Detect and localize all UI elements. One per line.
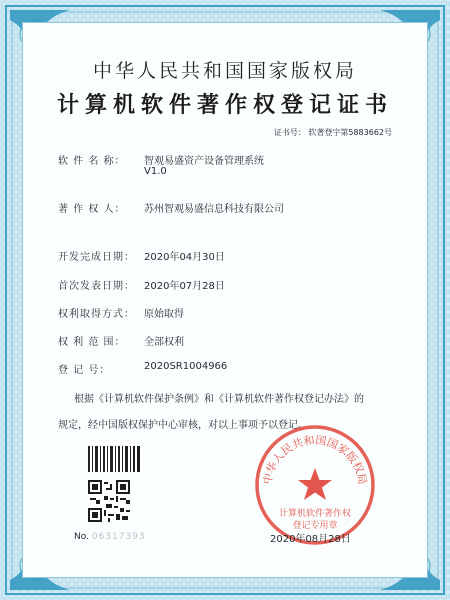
field-label-software-name: 软 件 名 称： <box>58 156 126 167</box>
seal-inner-line-2: 登记专用章 <box>292 521 338 531</box>
certificate-title: 计算机软件著作权登记证书 <box>56 92 393 118</box>
serial-digits: 06317393 <box>91 532 146 542</box>
field-label-rights-scope: 权 利 范 围： <box>58 337 126 348</box>
field-value-rights-scope: 全部权利 <box>144 337 184 348</box>
field-value-registration-number: 2020SR1004966 <box>144 361 228 372</box>
issue-date: 2020年08月28日 <box>270 534 351 545</box>
field-label-registration-number: 登 记 号： <box>58 365 111 376</box>
seal-inner-line-1: 计算机软件著作权 <box>278 509 352 519</box>
serial-number <box>74 532 146 542</box>
barcode-icon <box>86 444 142 474</box>
statement-line-1: 根据《计算机软件保护条例》和《计算机软件著作权登记办法》的 <box>74 394 364 405</box>
issuing-authority: 中华人民共和国国家版权局 <box>92 60 357 82</box>
field-label-acquisition-method: 权利取得方式： <box>58 309 135 320</box>
field-value-publish-date: 2020年07月28日 <box>144 281 225 292</box>
field-value-version: V1.0 <box>144 166 167 177</box>
field-value-acquisition-method: 原始取得 <box>144 309 184 320</box>
seal-outer-text: 中华人民共和国国家版权局 <box>260 433 370 486</box>
certificate-number: 证书号： 软著登字第5883662号 <box>273 128 392 137</box>
field-value-software-name: 智观易盛资产设备管理系统 <box>144 156 264 167</box>
qr-code-icon <box>88 480 130 522</box>
star-icon <box>298 468 332 500</box>
serial-prefix: No. <box>74 532 89 542</box>
field-value-completion-date: 2020年04月30日 <box>144 252 225 263</box>
field-value-owner: 苏州智观易盛信息科技有限公司 <box>144 204 284 215</box>
field-label-publish-date: 首次发表日期： <box>58 281 135 292</box>
statement-line-2: 规定，经中国版权保护中心审核，对以上事项予以登记。 <box>58 420 308 431</box>
official-seal <box>254 424 376 546</box>
field-label-owner: 著 作 权 人： <box>58 204 126 215</box>
field-label-completion-date: 开发完成日期： <box>58 252 135 263</box>
